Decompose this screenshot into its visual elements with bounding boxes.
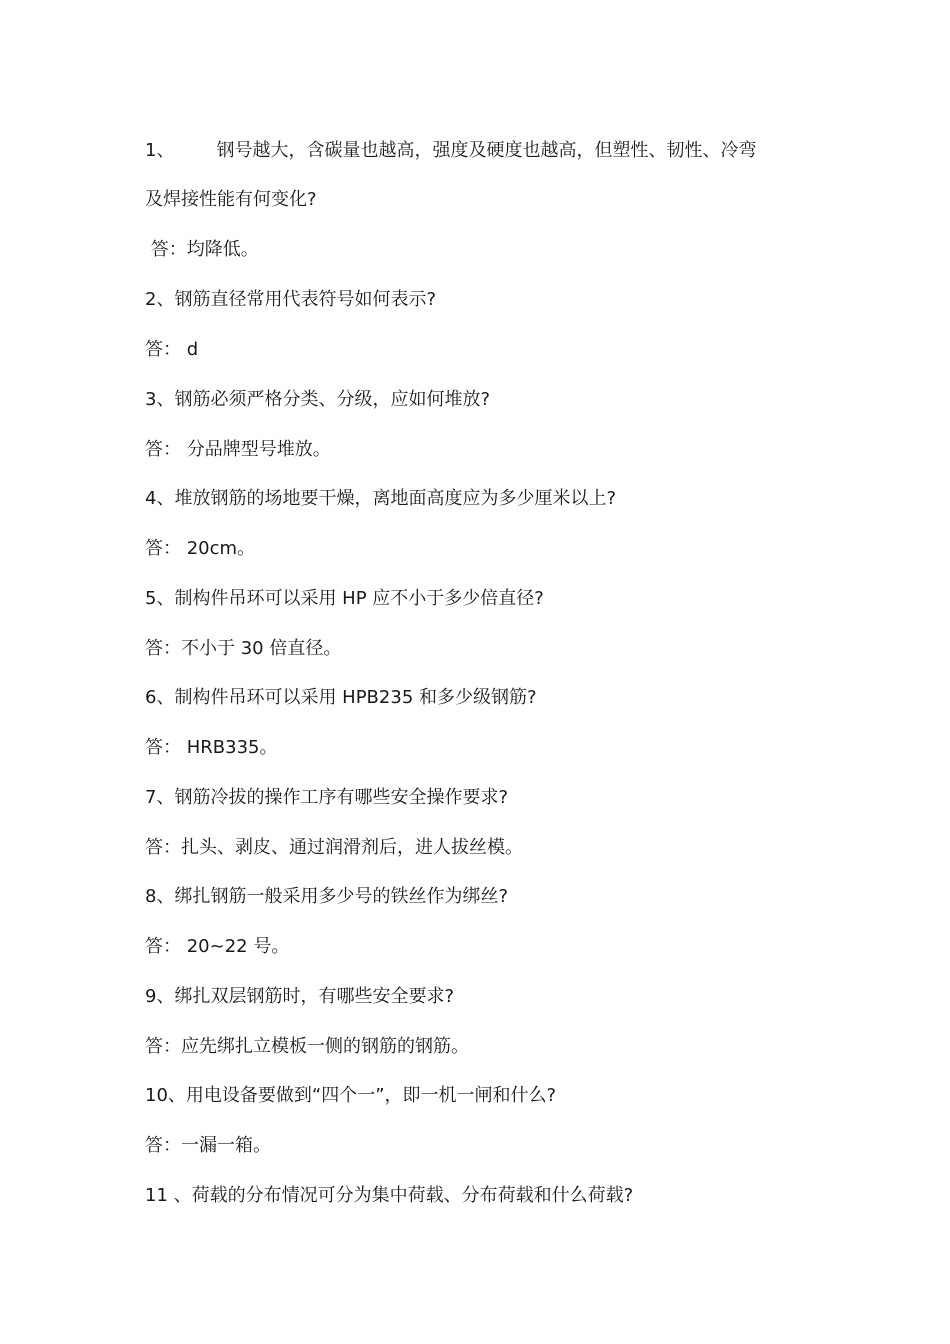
question-1-line-2: 及焊接性能有何变化?	[145, 189, 317, 210]
answer-9: 答：应先绑扎立模板一侧的钢筋的钢筋。	[145, 1036, 469, 1057]
question-1-text-line-1: 钢号越大，含碳量也越高，强度及硬度也越高，但塑性、韧性、冷弯	[216, 140, 757, 161]
answer-2: 答： d	[145, 339, 199, 360]
answer-5: 答：不小于 30 倍直径。	[145, 638, 342, 659]
question-1-number: 1、	[145, 140, 175, 161]
question-8: 8、绑扎钢筋一般采用多少号的铁丝作为绑丝?	[145, 886, 509, 907]
answer-8: 答： 20~22 号。	[145, 936, 290, 957]
answer-4: 答： 20cm。	[145, 538, 256, 559]
answer-10: 答：一漏一箱。	[145, 1135, 271, 1156]
question-4: 4、堆放钢筋的场地要干燥，离地面高度应为多少厘米以上?	[145, 488, 617, 509]
question-11: 11 、荷载的分布情况可分为集中荷载、分布荷载和什么荷载?	[145, 1185, 634, 1206]
answer-6: 答： HRB335。	[145, 737, 278, 758]
answer-3: 答： 分品牌型号堆放。	[145, 439, 331, 460]
question-2: 2、钢筋直径常用代表符号如何表示?	[145, 289, 437, 310]
question-5: 5、制构件吊环可以采用 HP 应不小于多少倍直径?	[145, 588, 544, 609]
question-6: 6、制构件吊环可以采用 HPB235 和多少级钢筋?	[145, 687, 537, 708]
question-1-line-1	[145, 139, 756, 163]
question-7: 7、钢筋冷拔的操作工序有哪些安全操作要求?	[145, 787, 509, 808]
answer-1: 答：均降低。	[145, 239, 259, 260]
question-10: 10、用电设备要做到“四个一”，即一机一闸和什么?	[145, 1085, 557, 1106]
question-3: 3、钢筋必须严格分类、分级，应如何堆放?	[145, 389, 491, 410]
question-9: 9、绑扎双层钢筋时，有哪些安全要求?	[145, 986, 455, 1007]
answer-7: 答：扎头、剥皮、通过润滑剂后，进人拔丝模。	[145, 837, 523, 858]
